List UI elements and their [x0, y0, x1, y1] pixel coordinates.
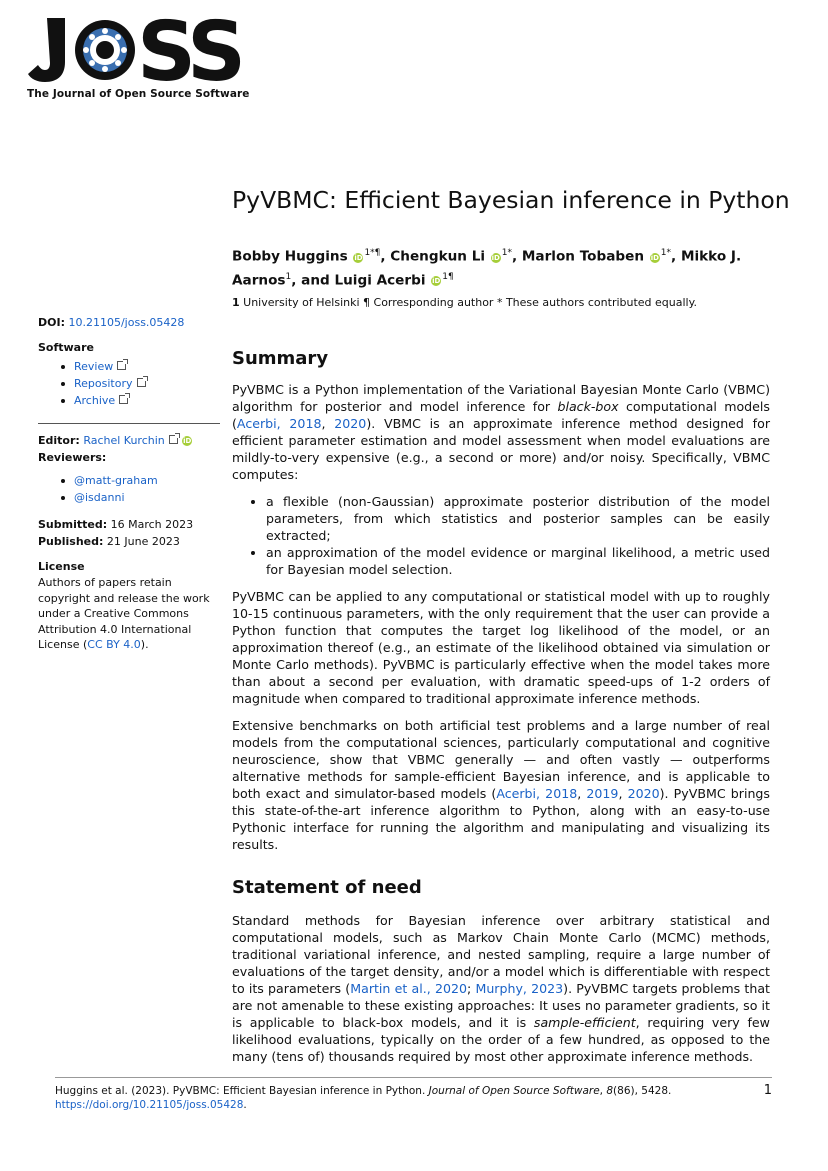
sidebar: [38, 314, 220, 653]
doi-row: [38, 314, 220, 331]
text-run: ). PyVBMC brings this state-of-the-art inference algorithm to Python, along with an easy-to-use Pythonic interface for running the algorithm and manipulating and visualizing its results.: [232, 786, 770, 852]
list-item: [74, 392, 220, 409]
published-label: Published:: [38, 535, 104, 548]
author-separator: ,: [512, 248, 522, 265]
svg-text:S: S: [137, 14, 197, 86]
editor-label: Editor:: [38, 434, 80, 447]
author-affiliation-marker: 1: [285, 271, 292, 282]
emphasis: black-box: [557, 399, 619, 414]
license-body: Authors of papers retain copyright and release the work under a Creative Commons Attribution 4.0 International License (: [38, 576, 210, 651]
summary-paragraph-2: PyVBMC can be applied to any computational or statistical model with up to roughly 10-15 continuous parameters, with the only requirement that the user can provide a Python function that computes the target log likelihood of the model, or an approximation thereof (e.g., an estimate of the likelihood obtained via simulation or Monte Carlo methods). PyVBMC is particularly effective when the model takes more than about a second per evaluation, with dramatic speed-ups of 1-2 orders of magnitude when compared to traditional approximate inference methods.: [232, 589, 770, 706]
paper-title: PyVBMC: Efficient Bayesian inference in Python: [232, 186, 790, 214]
footer-volume: 8: [606, 1085, 614, 1097]
need-heading: Statement of need: [232, 877, 422, 898]
citation-link[interactable]: 2020: [627, 786, 660, 801]
author-affiliation-marker: 1¶: [442, 271, 454, 282]
citation-link[interactable]: Murphy, 2023: [475, 981, 564, 996]
archive-link[interactable]: Archive: [74, 394, 116, 407]
list-item: • a flexible (non-Gaussian) approximate posterior distribution of the model parameters, from which statistics and posterior samples can be easily extracted;: [266, 493, 770, 544]
text-run: PyVBMC is a Python implementation of the Variational Bayesian Monte Carlo (VBMC) algorithm for posterior and model inference for: [232, 382, 770, 414]
citation-link[interactable]: 2020: [334, 416, 367, 431]
orcid-icon[interactable]: iD: [491, 253, 500, 262]
submitted-label: Submitted:: [38, 518, 108, 531]
joss-logo-mark: [27, 14, 242, 86]
author-name: Chengkun Li: [390, 248, 486, 265]
external-link-icon: [169, 435, 178, 444]
text-run: Standard methods for Bayesian inference over arbitrary statistical and computational models, such as Markov Chain Monte Carlo (MCMC) methods, traditional variational inference, and nested sampling, require a large number of evaluations of the target density, and/or a model which is differentiable with respect to its parameters (: [232, 913, 770, 996]
orcid-icon[interactable]: iD: [354, 253, 363, 262]
main-content: [232, 350, 770, 1075]
affiliation-text: University of Helsinki ¶ Corresponding author * These authors contributed equally.: [239, 296, 698, 309]
citation-link[interactable]: 2019: [586, 786, 619, 801]
author-name: Bobby Huggins: [232, 248, 348, 265]
text-run: ,: [618, 786, 628, 801]
text-run: ,: [321, 416, 335, 431]
author-separator: ,: [380, 248, 391, 265]
list-item: [74, 375, 220, 392]
reviewer-list: [38, 472, 220, 506]
list-item: [74, 472, 220, 489]
list-item: • an approximation of the model evidence or marginal likelihood, a metric used for Bayesian model selection.: [266, 544, 770, 578]
author-name: Mikko J. Aarnos: [232, 248, 742, 289]
summary-paragraph-3: [232, 717, 770, 853]
reviewers-label: Reviewers:: [38, 451, 107, 464]
affiliation-number: 1: [232, 296, 240, 309]
external-link-icon: [137, 378, 146, 387]
summary-bullets: [232, 493, 770, 578]
reviewer-link[interactable]: @isdanni: [74, 491, 125, 504]
license-label: License: [38, 560, 85, 573]
author-affiliation-marker: 1*¶: [364, 248, 381, 258]
text-run: Extensive benchmarks on both artificial test problems and a large number of real models from the computational sciences, particularly computational and cognitive neuroscience, show that VBMC generally — and often vastly — outperforms alternative methods for sample-efficient Bayesian inference, and is applicable to both exact and simulator-based models (: [232, 718, 770, 801]
editor-link[interactable]: Rachel Kurchin: [83, 434, 165, 447]
published-row: [38, 533, 220, 550]
text-run: , requiring very few likelihood evaluations, typically on the order of a few hundred, as opposed to the many (tens of) thousands required by most other approximate inference methods.: [232, 1015, 770, 1064]
summary-heading: Summary: [232, 348, 329, 369]
orcid-icon[interactable]: iD: [432, 277, 441, 286]
reviewer-link[interactable]: @matt-graham: [74, 474, 158, 487]
page-number: 1: [763, 1083, 772, 1098]
software-links: [38, 358, 220, 409]
text-run: ). PyVBMC targets problems that are not amenable to these existing approaches: It uses no parameter gradients, so it is applicable to black-box models, and it is: [232, 981, 770, 1030]
footer-end: .: [243, 1099, 247, 1111]
submitted-row: [38, 516, 220, 533]
doi-link[interactable]: 10.21105/joss.05428: [68, 316, 185, 329]
repository-link[interactable]: Repository: [74, 377, 133, 390]
page-footer: [55, 1077, 772, 1112]
footer-issue: (86), 5428.: [613, 1085, 672, 1097]
need-paragraph-1: [232, 912, 770, 1065]
text-run: ). VBMC is an approximate inference method designed for efficient parameter estimation and model assessment when model evaluations are mildly-to-very expensive (e.g., a second or more) and/or noisy. Specifically, VBMC computes:: [232, 416, 771, 482]
editor-row: [38, 432, 220, 449]
text-run: ;: [467, 981, 476, 996]
list-item: [74, 358, 220, 375]
submitted-date: 16 March 2023: [110, 518, 194, 531]
affiliations: [232, 296, 697, 309]
external-link-icon: [119, 395, 128, 404]
text-run: computational models (: [232, 399, 770, 431]
emphasis: sample-efficient: [533, 1015, 636, 1030]
footer-citation: Huggins et al. (2023). PyVBMC: Efficient Bayesian inference in Python.: [55, 1085, 429, 1097]
published-date: 21 June 2023: [106, 535, 180, 548]
citation-link[interactable]: Acerbi, 2018: [236, 416, 322, 431]
external-link-icon: [117, 361, 126, 370]
svg-text:S: S: [187, 14, 242, 86]
review-link[interactable]: Review: [74, 360, 114, 373]
doi-label: DOI:: [38, 316, 65, 329]
license-end: ).: [140, 638, 149, 651]
footer-journal: Journal of Open Source Software: [428, 1085, 600, 1097]
journal-name: The Journal of Open Source Software: [27, 88, 250, 100]
orcid-icon[interactable]: iD: [650, 253, 659, 262]
author-affiliation-marker: 1*: [660, 248, 672, 258]
license-link[interactable]: CC BY 4.0: [87, 638, 141, 651]
citation-link[interactable]: Acerbi, 2018: [496, 786, 578, 801]
author-separator: , and: [291, 272, 335, 289]
citation-link[interactable]: Martin et al., 2020: [350, 981, 467, 996]
author-name: Luigi Acerbi: [334, 272, 426, 289]
summary-paragraph-1: [232, 381, 770, 483]
list-item: [74, 489, 220, 506]
divider: [38, 423, 220, 424]
orcid-icon[interactable]: iD: [183, 437, 192, 445]
text-run: ,: [577, 786, 587, 801]
author-name: Marlon Tobaben: [521, 248, 645, 265]
license-text: [38, 575, 220, 653]
author-separator: ,: [671, 248, 681, 265]
author-list: [232, 243, 772, 290]
software-label: Software: [38, 341, 94, 354]
author-affiliation-marker: 1*: [501, 248, 512, 258]
footer-doi-link[interactable]: https://doi.org/10.21105/joss.05428: [55, 1099, 244, 1111]
footer-sep: ,: [599, 1085, 607, 1097]
